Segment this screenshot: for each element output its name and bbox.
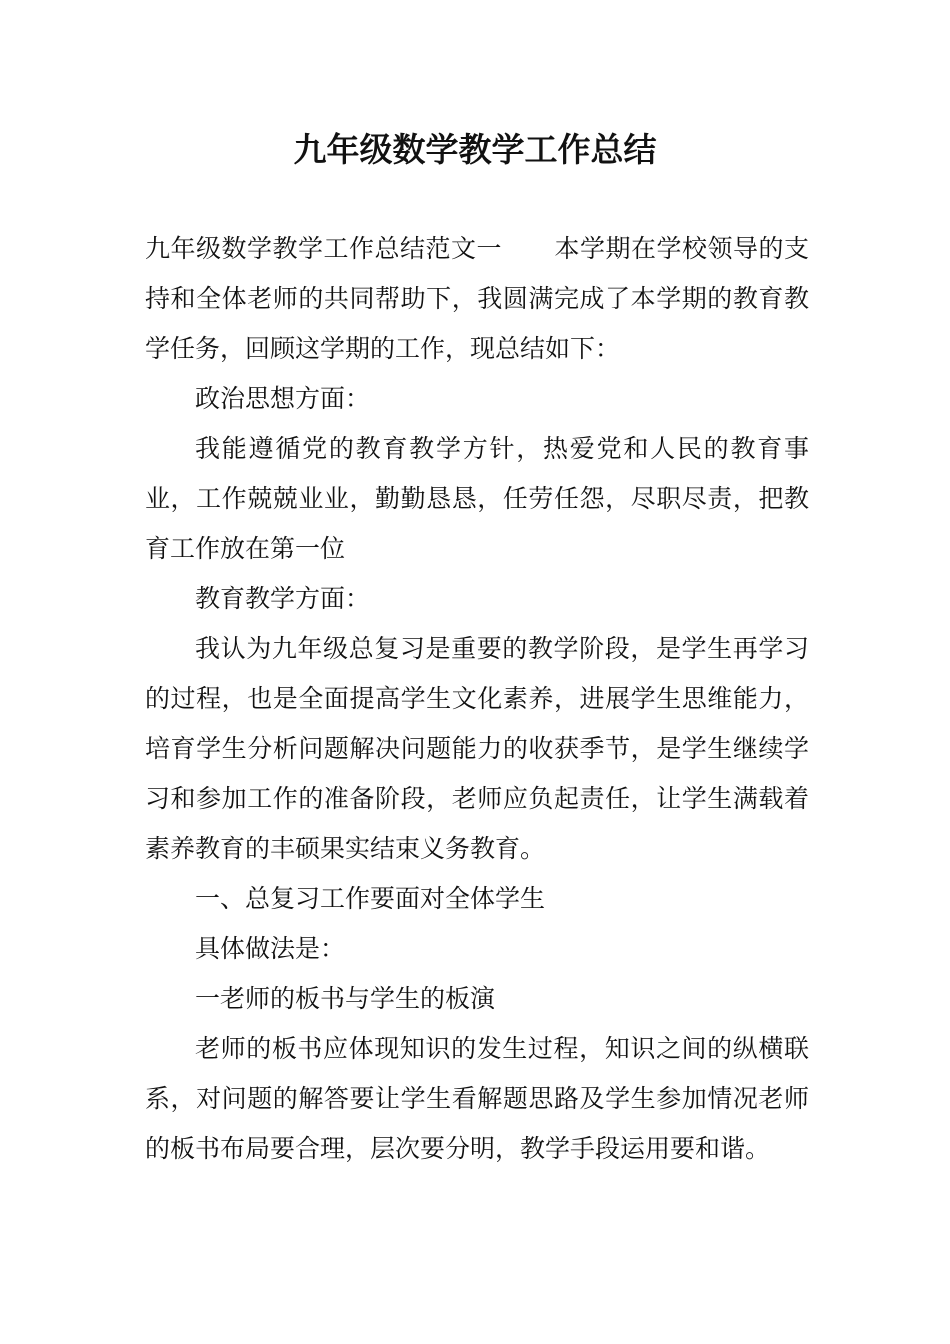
paragraph-method-label: 具体做法是： [195,934,346,963]
section-heading-teaching: 教育教学方面： [195,584,371,613]
intro-heading: 九年级数学教学工作总结范文一 [145,234,502,263]
section-heading-politics: 政治思想方面： [195,384,371,413]
subheading-board: 一老师的板书与学生的板演 [195,984,496,1013]
paragraph-politics: 我能遵循党的教育教学方针，热爱党和人民的教育事业，工作兢兢业业，勤勤恳恳，任劳任怨，尽职尽责，把教育工作放在第一位 [145,434,809,563]
paragraph-teaching: 我认为九年级总复习是重要的教学阶段，是学生再学习的过程，也是全面提高学生文化素养，进展学生思维能力，培育学生分析问题解决问题能力的收获季节，是学生继续学习和参加工作的准备阶段，老师应负起责任，让学生满载着素养教育的丰硕果实结束义务教育。 [145,634,809,863]
intro-text: 本学期在学校领导的支持和全体老师的共同帮助下，我圆满完成了本学期的教育教学任务，回顾这学期的工作，现总结如下： [145,234,809,363]
intro-paragraph [145,224,809,374]
document-title: 九年级数学教学工作总结 [293,130,657,169]
section-heading-review: 一、总复习工作要面对全体学生 [195,884,546,913]
document-body [145,224,809,1174]
paragraph-board: 老师的板书应体现知识的发生过程，知识之间的纵横联系，对问题的解答要让学生看解题思路及学生参加情况老师的板书布局要合理，层次要分明，教学手段运用要和谐。 [145,1034,809,1163]
